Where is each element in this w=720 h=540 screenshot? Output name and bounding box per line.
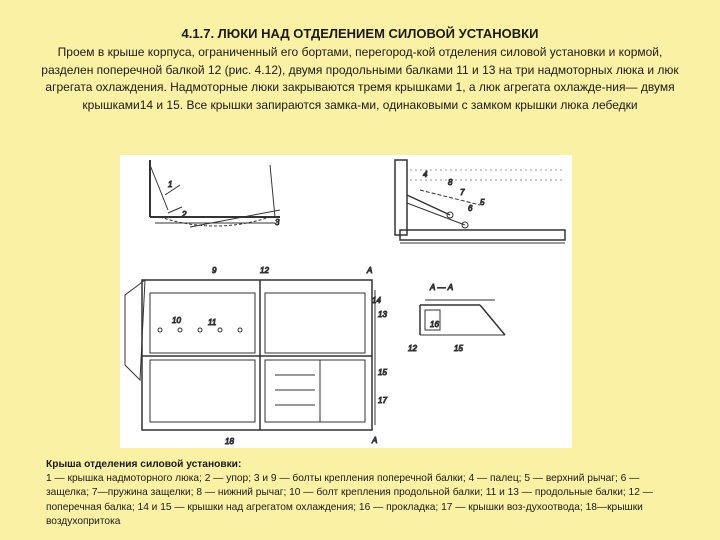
label-12-section: 12 <box>408 344 417 353</box>
caption-text: 1 — крышка надмоторного люка; 2 — упор; 3 и 9 — болты крепления поперечной балки; 4 — палец; 5 — верхний рычаг; 6 —защелка; 7—пружина защелки; 8 — нижний рычаг; 10 — болт крепления продольной балки; 11 и 13 — продольные балки; 12 — поперечная балка; 14 и 15 — крышки над агрегатом охлаждения; 16 — прокладка; 17 — крышки воз-духоотвода; 18—крышки воздухопритока <box>46 473 653 527</box>
label-5: 5 <box>480 198 485 207</box>
label-section-a-top: А <box>367 266 373 275</box>
label-4: 4 <box>423 170 428 179</box>
label-13: 13 <box>378 310 387 319</box>
label-18: 18 <box>225 437 234 446</box>
label-9: 9 <box>212 266 217 275</box>
section-view-sketch <box>420 300 505 335</box>
label-2: 2 <box>182 210 187 219</box>
page-title: 4.1.7. ЛЮКИ НАД ОТДЕЛЕНИЕМ СИЛОВОЙ УСТАНОВКИ <box>181 26 539 41</box>
roof-plan-sketch <box>125 280 375 430</box>
label-1: 1 <box>168 180 173 189</box>
label-8: 8 <box>448 178 453 187</box>
label-section-a-a: А — А <box>430 283 454 292</box>
label-3: 3 <box>275 218 280 227</box>
caption-title: Крыша отделения силовой установки: <box>46 459 242 470</box>
label-16: 16 <box>430 320 439 329</box>
label-12-plan: 12 <box>260 266 269 275</box>
label-10: 10 <box>172 316 181 325</box>
label-14: 14 <box>372 296 381 305</box>
label-section-a-bottom: А <box>372 436 378 445</box>
label-6: 6 <box>468 204 473 213</box>
hatch-diagram-figure <box>120 155 572 448</box>
label-17: 17 <box>378 396 387 405</box>
label-15-section: 15 <box>454 344 463 353</box>
label-7: 7 <box>460 188 465 197</box>
intro-paragraph: Проем в крыше корпуса, ограниченный его бортами, перегород-кой отделения силовой установки и кормой, разделен поперечной балкой 12 (рис. 4.12), двумя продольными балками 11 и 13 на три надмоторных люка и люк агрегата охлаждения. Надмоторные люки закрываются тремя крышками 1, а люк агрегата охлажде-ния— двумя крышками14 и 15. Все крышки запираются замка-ми, одинаковыми с замком крышки люка лебедки <box>41 45 679 112</box>
label-15-plan: 15 <box>378 368 387 377</box>
label-11: 11 <box>208 318 217 327</box>
figure-caption <box>46 458 676 529</box>
open-cover-sketch <box>150 160 280 227</box>
